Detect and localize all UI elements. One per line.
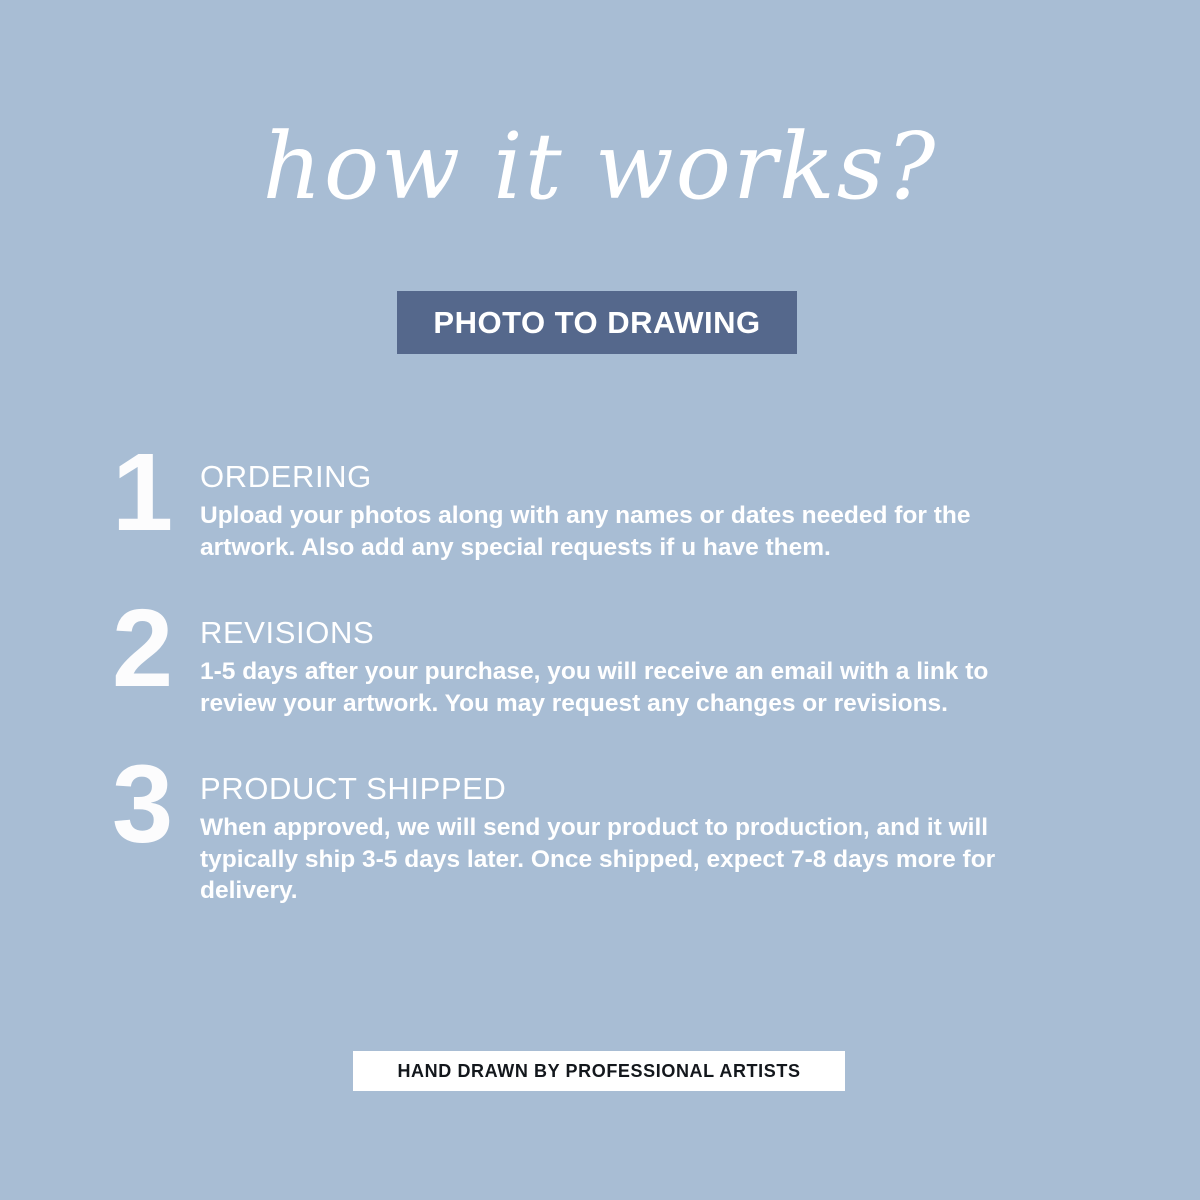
footer-badge-label: HAND DRAWN BY PROFESSIONAL ARTISTS — [397, 1061, 801, 1081]
subtitle-label: PHOTO TO DRAWING — [433, 305, 761, 340]
step-body — [200, 754, 1060, 908]
step-description: When approved, we will send your product to production, and it will typically ship 3-5 days later. Once shipped, expect 7-8 days more for delivery. — [200, 813, 996, 905]
steps-list — [0, 431, 1200, 907]
list-item — [0, 742, 1200, 908]
step-title: ORDERING — [200, 459, 372, 494]
step-number: 1 — [112, 431, 172, 554]
step-title: REVISIONS — [200, 614, 375, 650]
step-body — [200, 598, 1060, 720]
step-body — [200, 442, 1060, 564]
list-item — [0, 586, 1200, 720]
list-item — [0, 431, 1200, 564]
step-description: Upload your photos along with any names or dates needed for the artwork. Also add any special requests if u have them. — [200, 502, 971, 561]
page-title: how it works? — [262, 113, 938, 220]
step-description: 1-5 days after your purchase, you will receive an email with a link to review your artwork. You may request any changes or revisions. — [200, 657, 989, 717]
step-number: 2 — [112, 586, 172, 710]
step-number: 3 — [112, 742, 172, 866]
step-title: PRODUCT SHIPPED — [200, 770, 507, 806]
footer-badge — [353, 1051, 845, 1091]
subtitle-banner — [397, 291, 797, 354]
